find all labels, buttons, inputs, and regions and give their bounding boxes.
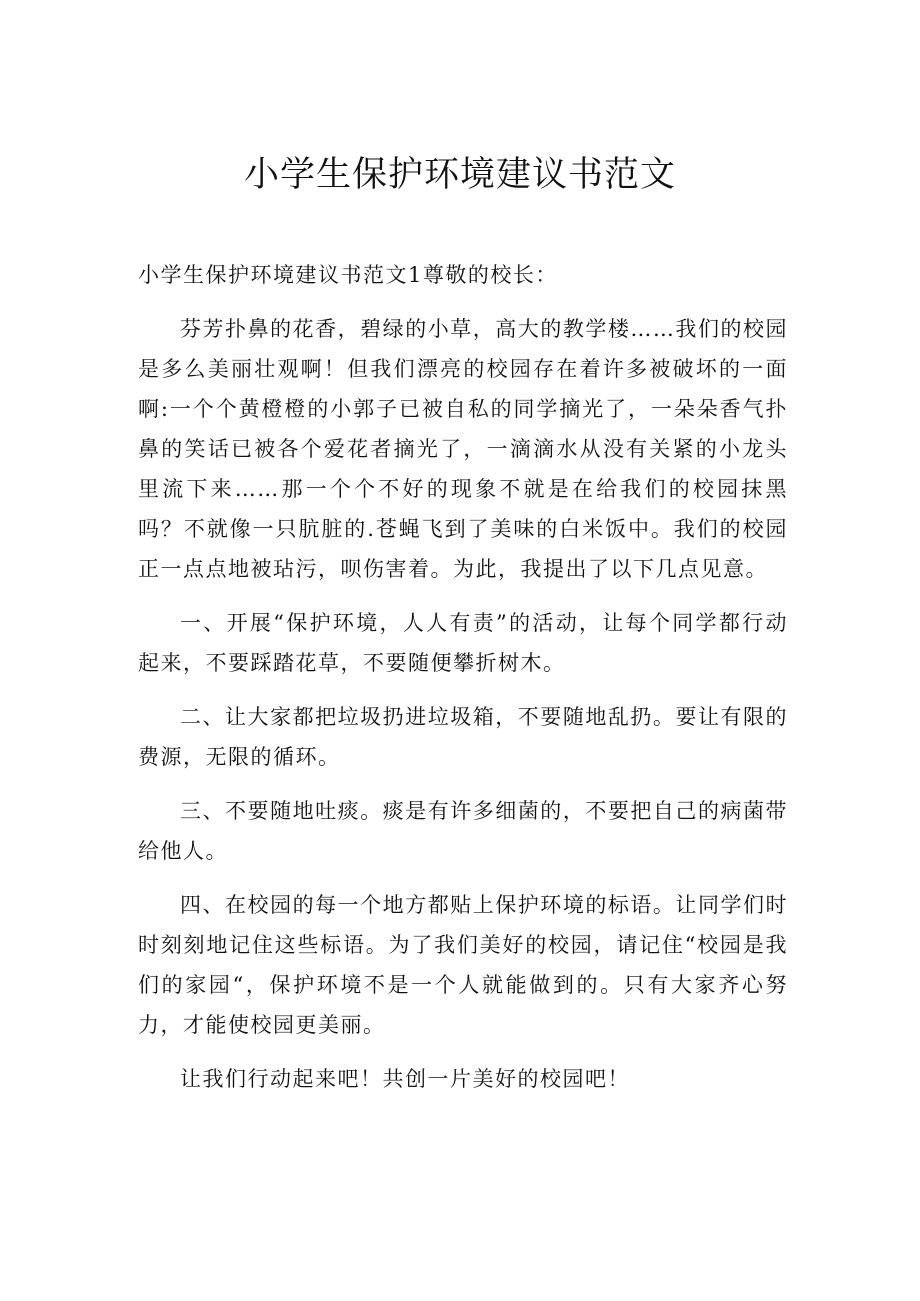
greeting-line: 小学生保护环境建议书范文1尊敬的校长： [138, 263, 558, 287]
paragraph-closing: 让我们行动起来吧！共创一片美好的校园吧！ [180, 1067, 630, 1091]
paragraph-suggestion-1: 一、开展“保护环境，人人有责”的活动，让每个同学都行动起来，不要踩踏花草，不要随便攀折树木。 [138, 611, 788, 675]
document-body [138, 255, 788, 1113]
paragraph-suggestion-3: 三、不要随地吐痰。痰是有许多细菌的，不要把自己的病菌带给他人。 [138, 799, 788, 863]
paragraph-intro: 芬芳扑鼻的花香，碧绿的小草，高大的教学楼……我们的校园是多么美丽壮观啊！但我们漂亮的校园存在着许多被破坏的一面啊:一个个黄橙橙的小郭子已被自私的同学摘光了，一朵朵香气扑鼻的笑话已被各个爱花者摘光了，一滴滴水从没有关紧的小龙头里流下来……那一个个不好的现象不就是在给我们的校园抹黑吗？不就像一只肮脏的.苍蝇飞到了美味的白米饭中。我们的校园正一点点地被玷污，呗伤害着。为此，我提出了以下几点见意。 [138, 317, 788, 581]
paragraph-suggestion-2: 二、让大家都把垃圾扔进垃圾箱，不要随地乱扔。要让有限的费源，无限的循环。 [138, 705, 788, 769]
document-title: 小学生保护环境建议书范文 [243, 155, 676, 195]
paragraph-suggestion-4: 四、在校园的每一个地方都贴上保护环境的标语。让同学们时时刻刻地记住这些标语。为了我们美好的校园，请记住“校园是我们的家园“，保护环境不是一个人就能做到的。只有大家齐心努力，才能使校园更美丽。 [138, 893, 788, 1037]
